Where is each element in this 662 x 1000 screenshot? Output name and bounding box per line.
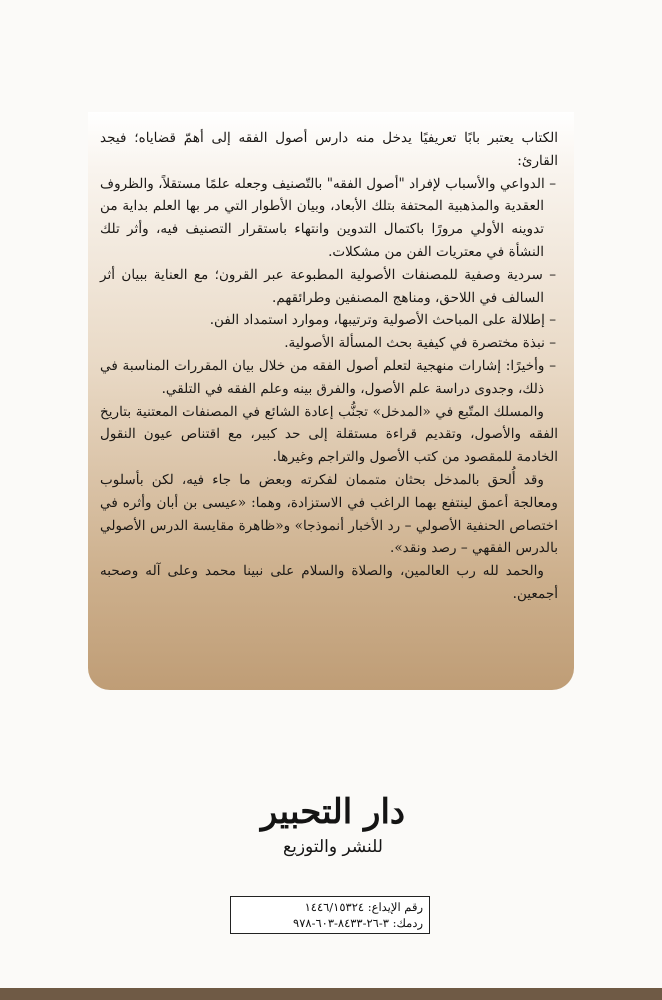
bottom-border <box>0 988 662 1000</box>
closing-paragraph: والحمد لله رب العالمين، والصلاة والسلام على نبينا محمد وعلى آله وصحبه أجمعين. <box>100 563 558 602</box>
appendix-paragraph: وقد أُلحق بالمدخل بحثان متممان لفكرته وبعض ما جاء فيه، لكن بأسلوب ومعالجة أعمق لينتفع بهما الراغب في الاستزادة، وهما: «عيسى بن أبان وأثره في اختصاص الحنفية الأصولي – رد الأخبار أنموذجا» و«ظاهرة مقايسة الدرس الأصولي بالدرس الفقهي – رصد ونقد». <box>100 471 558 557</box>
publication-info-box <box>230 896 430 934</box>
publisher-logo <box>258 790 408 870</box>
bullet-item: – وأخيرًا: إشارات منهجية لتعلم أصول الفقه من خلال بيان المقررات المناسبة في ذلك، وجدوى دراسة علم الأصول، والفرق بينه وعلم الفقه في التلقي. <box>100 357 556 397</box>
method-paragraph: والمسلك المتّبع في «المدخل» تجنُّب إعادة الشائع في المصنفات المعتنية بتاريخ الفقه والأصول، وتقديم قراءة مستقلة إلى حد كبير، مع اقتناص عيون النقول الخادمة للمقصود من كتب الأصول والتراجم وغيرها. <box>100 403 558 466</box>
bullet-item: – سردية وصفية للمصنفات الأصولية المطبوعة عبر القرون؛ مع العناية ببيان أثر السالف في اللاحق، ومناهج المصنفين وطرائقهم. <box>100 266 556 306</box>
blurb-text <box>100 127 558 606</box>
intro-paragraph: الكتاب يعتبر بابًا تعريفيًا يدخل منه دارس أصول الفقه إلى أهمّ قضاياه؛ فيجد القارئ: <box>100 130 558 169</box>
bullet-item: – نبذة مختصرة في كيفية بحث المسألة الأصولية. <box>284 335 556 352</box>
bullet-item: – إطلالة على المباحث الأصولية وترتيبها، وموارد استمداد الفن. <box>209 312 556 329</box>
publisher-name: دار التحبير <box>260 792 406 832</box>
bullet-item: – الدواعي والأسباب لإفراد "أصول الفقه" بالتّصنيف وجعله علمًا مستقلاً، والظروف العقدية والمذهبية المحتفة بتلك الأبعاد، وبيان الأطوار التي مر بها العلم بداية من تدوينه الأولي مرورًا باكتمال التدوين وانتهاء باستقرار التصنيف فيه، وأثر تلك النشأة في معتريات الفن من مشكلات. <box>100 175 556 260</box>
isbn-number: ردمك: ٣-٢٦-٨٤٣٣-٦٠٣-٩٧٨ <box>293 916 423 930</box>
deposit-number: رقم الإيداع: ١٤٤٦/١٥٣٢٤ <box>304 900 423 914</box>
publisher-tagline: للنشر والتوزيع <box>283 837 383 857</box>
